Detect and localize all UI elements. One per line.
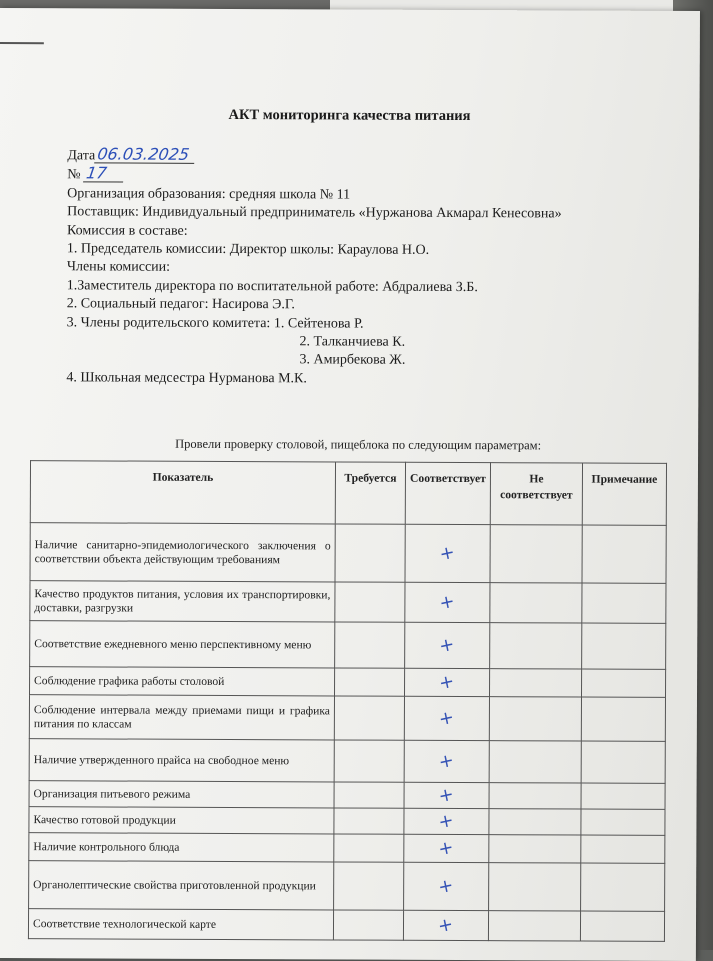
handwritten-plus-mark: + (436, 913, 456, 938)
table-row (28, 909, 664, 942)
note-cell (581, 697, 665, 741)
handwritten-plus-mark: + (437, 670, 457, 695)
member-line: 3. Амирбекова Ж. (299, 352, 406, 369)
header-not-complies: Не соответствует (490, 463, 582, 525)
organization-line: Организация образования: средняя школа № 11 (67, 186, 351, 203)
not-complies-cell (489, 741, 581, 783)
not-complies-cell (490, 623, 582, 669)
indicator-cell: Наличие утвержденного прайса на свободное меню (29, 739, 334, 782)
not-complies-cell (489, 697, 581, 741)
handwritten-plus-mark: + (436, 836, 456, 861)
indicator-cell: Соблюдение интервала между приемами пищи и графика питания по классам (29, 695, 334, 740)
indicator-cell: Соответствие технологической карте (28, 909, 333, 940)
requires-cell (334, 740, 404, 782)
document-title: АКТ мониторинга качества питания (228, 106, 471, 125)
not-complies-cell (489, 835, 581, 863)
complies-cell (405, 668, 490, 696)
document-sheet (0, 8, 700, 961)
not-complies-cell (490, 525, 582, 583)
document-header (66, 146, 562, 389)
header-complies: Соответствует (405, 462, 490, 524)
complies-cell (404, 740, 489, 782)
not-complies-cell (490, 583, 582, 623)
requires-cell (335, 582, 405, 622)
complies-cell (404, 782, 489, 808)
number-line (67, 163, 562, 188)
member-line: 4. Школьная медсестра Нурманова М.К. (66, 370, 307, 387)
requires-cell (335, 668, 405, 696)
handwritten-plus-mark: + (437, 706, 457, 731)
complies-cell (404, 834, 489, 862)
requires-cell (335, 622, 405, 668)
header-note: Примечание (582, 463, 666, 525)
member-line: 2. Социальный педагог: Насирова Э.Г. (66, 296, 295, 313)
header-indicator: Показатель (30, 461, 335, 524)
note-cell (582, 623, 666, 669)
table-row (30, 581, 666, 624)
note-cell (582, 583, 666, 623)
indicator-cell: Органолептические свойства приготовленной продукции (29, 861, 334, 910)
pen-mark (0, 42, 44, 44)
indicator-cell: Организация питьевого режима (29, 781, 334, 808)
complies-cell (405, 622, 490, 668)
number-label: № (67, 167, 81, 183)
complies-cell (404, 862, 489, 910)
members-label: Члены комиссии: (66, 259, 171, 276)
monitoring-table (28, 460, 667, 942)
note-cell (580, 911, 664, 941)
note-cell (581, 741, 665, 783)
note-cell (581, 809, 665, 835)
supplier-line: Поставщик: Индивидуальный предприниматель «Нуржанова Акмарал Кенесовна» (67, 204, 562, 222)
table-row (29, 833, 665, 864)
table-row (29, 739, 665, 784)
date-label: Дата (67, 148, 96, 164)
complies-cell (405, 582, 490, 622)
table-row (30, 667, 666, 698)
requires-cell (334, 862, 404, 910)
complies-cell (405, 524, 490, 582)
date-line (67, 146, 562, 168)
handwritten-plus-mark: + (437, 749, 457, 774)
indicator-cell: Соблюдение графика работы столовой (30, 667, 335, 696)
requires-cell (334, 782, 404, 808)
note-cell (582, 525, 666, 583)
indicator-cell: Качество продуктов питания, условия их транспортировки, доставки, разгрузки (30, 581, 335, 622)
complies-cell (403, 910, 488, 940)
not-complies-cell (489, 783, 581, 809)
header-requires: Требуется (335, 462, 405, 524)
not-complies-cell (488, 911, 580, 941)
number-handwritten: 17 (83, 166, 126, 183)
not-complies-cell (489, 809, 581, 835)
requires-cell (335, 524, 405, 582)
not-complies-cell (489, 863, 581, 911)
requires-cell (333, 910, 403, 940)
table-caption: Провели проверку столовой, пищеблока по следующим параметрам: (175, 436, 542, 453)
member-line: 2. Талканчиева К. (299, 334, 406, 350)
member-line: 3. Члены родительского комитета: 1. Сейтенова Р. (66, 314, 364, 332)
handwritten-plus-mark: + (436, 809, 456, 834)
commission-intro: Комиссия в составе: (66, 222, 188, 239)
member-line: 1.Заместитель директора по воспитательной работе: Абдралиева З.Б. (66, 278, 478, 295)
requires-cell (334, 808, 404, 834)
note-cell (581, 783, 665, 809)
complies-cell (404, 696, 489, 740)
table-row (29, 807, 665, 836)
table-header-row (30, 461, 666, 526)
table-row (29, 695, 665, 742)
note-cell (581, 863, 665, 911)
handwritten-plus-mark: + (436, 874, 456, 899)
requires-cell (334, 696, 404, 740)
chairman-line: 1. Председатель комиссии: Директор школы: Караулова Н.О. (66, 241, 430, 258)
handwritten-plus-mark: + (437, 590, 457, 615)
table-row (29, 781, 665, 810)
requires-cell (334, 834, 404, 862)
table-row (30, 523, 666, 584)
note-cell (581, 669, 665, 697)
handwritten-plus-mark: + (437, 633, 457, 658)
handwritten-plus-mark: + (437, 783, 457, 808)
note-cell (581, 835, 665, 863)
date-handwritten: 06.03.2025 (94, 146, 196, 163)
indicator-cell: Качество готовой продукции (29, 807, 334, 834)
indicator-cell: Наличие контрольного блюда (29, 833, 334, 862)
not-complies-cell (489, 669, 581, 697)
table-row (29, 861, 665, 912)
complies-cell (404, 808, 489, 834)
indicator-cell: Наличие санитарно-эпидемиологического заключения о соответствии объекта действующим требованиям (30, 523, 335, 582)
handwritten-plus-mark: + (438, 541, 458, 566)
table-row (30, 621, 666, 670)
indicator-cell: Соответствие ежедневного меню перспективному меню (30, 621, 335, 668)
